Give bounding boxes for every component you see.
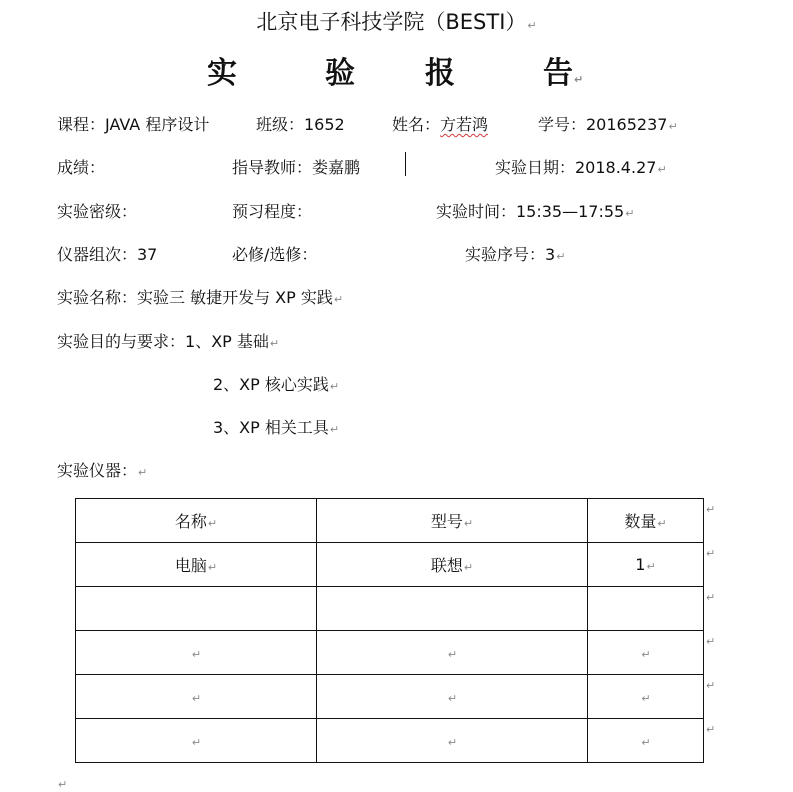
instructor-field: 指导教师：娄嘉鹏: [232, 158, 361, 177]
class-field: 班级：1652: [256, 115, 345, 134]
preview-level-field: 预习程度：: [232, 202, 313, 221]
table-cell[interactable]: ↵: [76, 675, 317, 719]
report-title-char-1: 实: [207, 56, 237, 91]
header-cell-name: 名称↵: [76, 499, 317, 543]
table-cell[interactable]: ↵: [76, 631, 317, 675]
report-title-char-2: 验: [325, 56, 355, 91]
header-cell-model: 型号↵: [317, 499, 588, 543]
table-row: [76, 543, 704, 587]
table-cell[interactable]: [76, 587, 317, 631]
table-cell[interactable]: 联想↵: [317, 543, 588, 587]
table-cell[interactable]: ↵: [317, 675, 588, 719]
row-end-mark: ↵: [706, 591, 716, 604]
trailing-paragraph-mark: ↵: [58, 778, 68, 791]
purpose-field: 实验目的与要求：1、XP 基础↵: [57, 332, 280, 351]
table-header-row: [76, 499, 704, 543]
student-id-field: 学号：20165237↵: [538, 115, 678, 134]
equipment-label: 实验仪器：↵: [57, 461, 148, 480]
row-end-mark: ↵: [706, 635, 716, 648]
table-row: [76, 675, 704, 719]
purpose-item-2: 2、XP 核心实践↵: [213, 375, 340, 394]
required-elective-field: 必修/选修：: [232, 245, 318, 264]
row-end-mark: ↵: [706, 547, 716, 560]
table-cell[interactable]: [588, 587, 704, 631]
row-end-mark: ↵: [706, 723, 716, 736]
table-row: [76, 587, 704, 631]
table-cell[interactable]: ↵: [317, 719, 588, 763]
table-cell[interactable]: 1↵: [588, 543, 704, 587]
text-cursor: [405, 152, 406, 176]
table-cell[interactable]: ↵: [588, 631, 704, 675]
report-title-char-4: 告↵: [543, 56, 584, 91]
institution-title: 北京电子科技学院（BESTI）↵: [256, 10, 537, 34]
table-cell[interactable]: ↵: [317, 631, 588, 675]
experiment-name-field: 实验名称：实验三 敏捷开发与 XP 实践↵: [57, 288, 344, 307]
table-cell[interactable]: ↵: [588, 719, 704, 763]
purpose-item-3: 3、XP 相关工具↵: [213, 418, 340, 437]
purpose-item-1: 1、XP 基础: [185, 332, 269, 351]
instrument-group-field: 仪器组次：37: [57, 245, 158, 264]
time-field: 实验时间：15:35—17:55↵: [436, 202, 635, 221]
table-cell[interactable]: ↵: [76, 719, 317, 763]
course-field: 课程：JAVA 程序设计: [57, 115, 210, 134]
header-cell-quantity: 数量↵: [588, 499, 704, 543]
student-name-field: 姓名：方若鸿: [392, 115, 489, 134]
row-end-mark: ↵: [706, 503, 716, 516]
table-row: [76, 631, 704, 675]
student-name-value: 方若鸿: [440, 115, 489, 134]
report-title-char-3: 报: [425, 56, 455, 91]
row-end-mark: ↵: [706, 679, 716, 692]
table-cell[interactable]: [317, 587, 588, 631]
sequence-field: 实验序号：3↵: [465, 245, 566, 264]
date-field: 实验日期：2018.4.27↵: [495, 158, 667, 177]
grade-field: 成绩：: [57, 158, 106, 177]
equipment-table: [75, 498, 704, 763]
table-cell[interactable]: 电脑↵: [76, 543, 317, 587]
secret-level-field: 实验密级：: [57, 202, 138, 221]
table-cell[interactable]: ↵: [588, 675, 704, 719]
table-row: [76, 719, 704, 763]
